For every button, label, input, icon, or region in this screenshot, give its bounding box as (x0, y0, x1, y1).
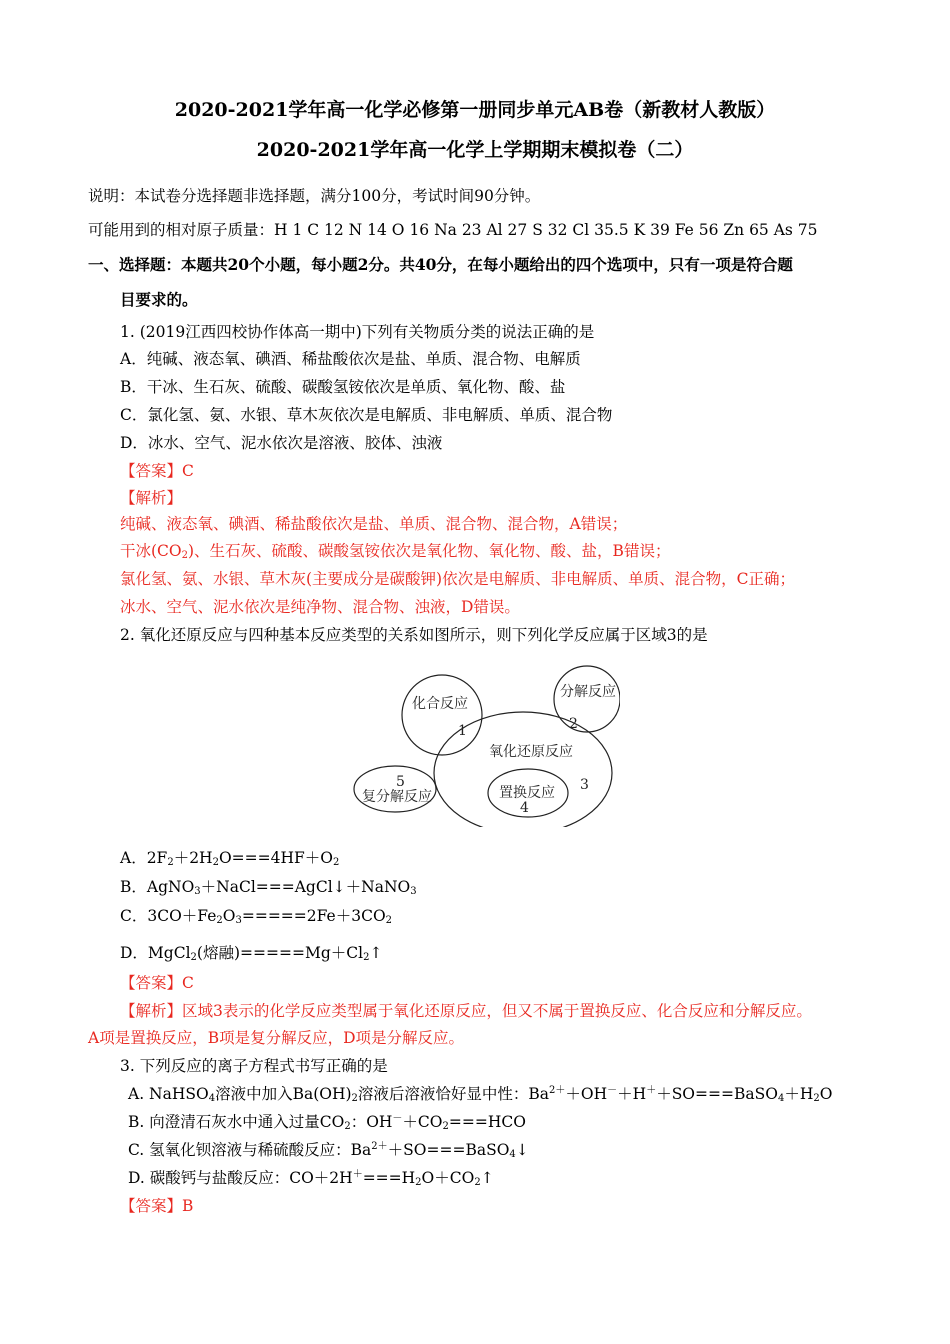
q2-option-d: D．MgCl$_2$(熔融)$=====Mg+Cl_2↑$ (120, 944, 383, 963)
label-redox: 氧化还原反应 (489, 744, 573, 760)
q1-option-c: C．氯化氢、氨、水银、草木灰依次是电解质、非电解质、单质、混合物 (120, 406, 613, 424)
title-line-1: 2020-2021学年高一化学必修第一册同步单元AB卷（新教材人教版） (174, 99, 776, 121)
q3-option-a: A. NaHSO$_4$溶液中加入$Ba(OH)_2$溶液后溶液恰好显中性：$Ba^{2+}+OH^-+H^++SO===BaSO_4+H_2O$ (128, 1085, 833, 1104)
q1-option-b: B．干冰、生石灰、硫酸、碳酸氢铵依次是单质、氧化物、酸、盐 (120, 378, 566, 396)
q3-stem: 3. 下列反应的离子方程式书写正确的是 (120, 1057, 388, 1075)
reaction-types-venn-diagram (350, 665, 620, 827)
q2-analysis-2: A项是置换反应，B项是复分解反应，D项是分解反应。 (88, 1029, 465, 1047)
q1-analysis-2: 干冰$(CO_2)$、生石灰、硫酸、碳酸氢铵依次是氧化物、氧化物、酸、盐，B错误； (120, 542, 671, 561)
atomic-masses: 可能用到的相对原子质量：H 1 C 12 N 14 O 16 Na 23 Al 27 S 32 Cl 35.5 K 39 Fe 56 Zn 65 As 75 (88, 221, 818, 239)
q1-analysis-label: 【解析】 (120, 489, 183, 507)
exam-intro: 说明：本试卷分选择题非选择题，满分100分，考试时间90分钟。 (88, 187, 541, 205)
region-1: 1 (458, 723, 467, 739)
section-heading-line1: 一、选择题：本题共20个小题，每小题2分。共40分，在每小题给出的四个选项中，只有一项是符合题 (88, 255, 793, 274)
q1-analysis-3: 氯化氢、氨、水银、草木灰(主要成分是碳酸钾)依次是电解质、非电解质、单质、混合物，C正确； (120, 570, 795, 588)
q3-option-c: C. 氢氧化钡溶液与稀硫酸反应：$Ba^{2+}+SO===BaSO_4↓$ (128, 1141, 529, 1160)
label-double-displacement: 复分解反应 (362, 789, 432, 805)
label-displacement: 置换反应 (499, 785, 555, 801)
label-combination: 化合反应 (412, 696, 468, 712)
q1-stem: 1. (2019江西四校协作体高一期中)下列有关物质分类的说法正确的是 (120, 323, 595, 341)
label-decomposition: 分解反应 (560, 684, 616, 700)
q2-option-b: B．AgNO$_3$＋NaCl===AgCl↓＋NaNO$_3$ (120, 878, 417, 897)
q1-option-a: A．纯碱、液态氧、碘酒、稀盐酸依次是盐、单质、混合物、电解质 (120, 350, 581, 368)
q2-answer: 【答案】C (120, 974, 194, 992)
region-5: 5 (396, 774, 405, 790)
q3-option-b: B. 向澄清石灰水中通入过量$CO_2$：$OH^-+CO_2===HCO$ (128, 1113, 526, 1132)
title-line-2: 2020-2021学年高一化学上学期期末模拟卷（二） (256, 139, 694, 161)
region-3: 3 (580, 777, 589, 793)
section-heading-line2: 目要求的。 (120, 290, 198, 309)
region-4: 4 (520, 800, 529, 816)
region-2: 2 (569, 716, 578, 732)
q3-option-d: D. 碳酸钙与盐酸反应：$CO+2H^+===H_2O+CO_2↑$ (128, 1169, 494, 1188)
q3-answer: 【答案】B (120, 1197, 194, 1215)
q1-answer: 【答案】C (120, 462, 194, 480)
q2-analysis-1: 【解析】区域3表示的化学反应类型属于氧化还原反应，但又不属于置换反应、化合反应和分解反应。 (120, 1002, 812, 1020)
q1-analysis-4: 冰水、空气、泥水依次是纯净物、混合物、浊液，D错误。 (120, 598, 520, 616)
q2-option-c: C．$3CO+Fe_2O_3=====2Fe+3CO_2$ (120, 907, 393, 926)
q1-analysis-1: 纯碱、液态氧、碘酒、稀盐酸依次是盐、单质、混合物、混合物，A错误； (120, 515, 628, 533)
q2-stem: 2. 氧化还原反应与四种基本反应类型的关系如图所示，则下列化学反应属于区域3的是 (120, 626, 708, 644)
q2-option-a: A．$2F_2+2H_2O===4HF+O_2$ (120, 849, 340, 868)
combination-circle (402, 675, 482, 755)
q1-option-d: D．冰水、空气、泥水依次是溶液、胶体、浊液 (120, 434, 443, 452)
